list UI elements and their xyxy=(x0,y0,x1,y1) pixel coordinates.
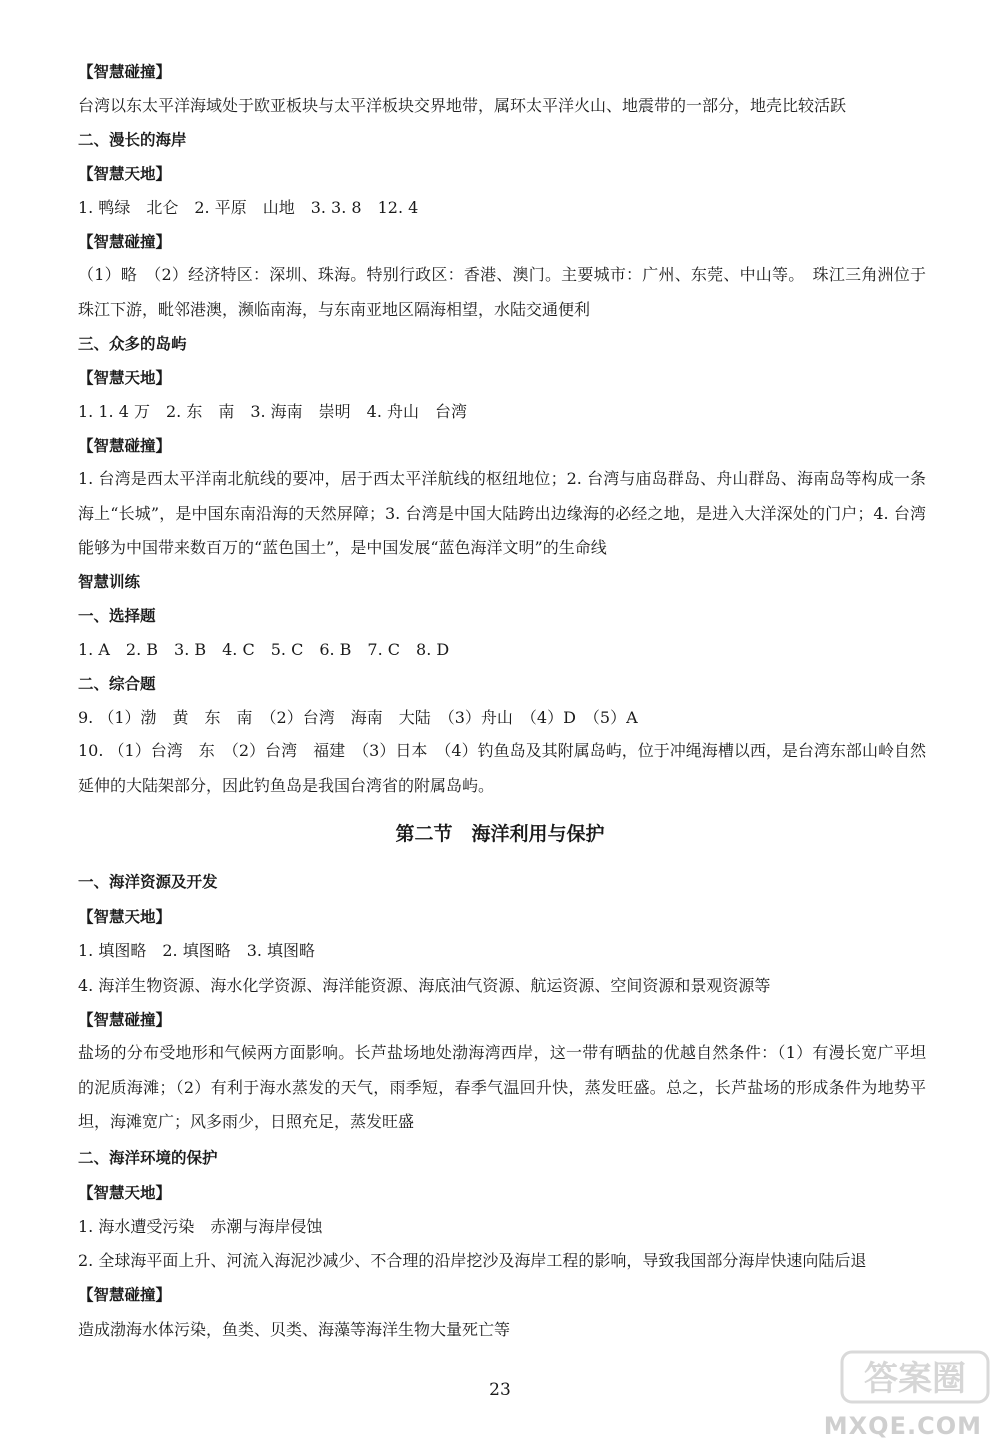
watermark-logo-icon xyxy=(840,1348,990,1406)
answer-line: 台湾以东太平洋海域处于欧亚板块与太平洋板块交界地带，属环太平洋火山、地震带的一部分，地壳比较活跃 xyxy=(78,96,847,115)
section-heading: 二、综合题 xyxy=(78,675,156,693)
heading-zhihui-pengzhuang: 【智慧碰撞】 xyxy=(78,63,172,81)
heading-zhihui-tiandi: 【智慧天地】 xyxy=(78,908,172,926)
heading-zhihui-pengzhuang: 【智慧碰撞】 xyxy=(78,437,172,455)
answer-line: 造成渤海水体污染，鱼类、贝类、海藻等海洋生物大量死亡等 xyxy=(78,1320,511,1339)
section-heading: 二、海洋环境的保护 xyxy=(78,1149,218,1167)
answer-line: 2. 全球海平面上升、河流入海泥沙减少、不合理的沿岸挖沙及海岸工程的影响，导致我国部分海岸快速向陆后退 xyxy=(78,1251,867,1270)
answer-paragraph: 10. （1）台湾 东 （2）台湾 福建 （3）日本 （4）钓鱼岛及其附属岛屿，位于冲绳海槽以西，是台湾东部山岭自然延伸的大陆架部分，因此钓鱼岛是我国台湾省的附属岛屿。 xyxy=(78,741,926,795)
watermark-logo-text: 答案圈 xyxy=(864,1359,966,1399)
answer-paragraph: 1. 台湾是西太平洋南北航线的要冲，居于西太平洋航线的枢纽地位；2. 台湾与庙岛群岛、舟山群岛、海南岛等构成一条海上“长城”，是中国东南沿海的天然屏障；3. 台湾是中国大陆跨出边缘海的必经之地，是进入大洋深处的门户；4. 台湾能够为中国带来数百万的“蓝色国土”，是中国发展“蓝色海洋文明”的生命线 xyxy=(78,469,926,557)
heading-zhihui-tiandi: 【智慧天地】 xyxy=(78,1184,172,1202)
answer-line: 4. 海洋生物资源、海水化学资源、海洋能资源、海底油气资源、航运资源、空间资源和景观资源等 xyxy=(78,976,771,995)
heading-zhihui-pengzhuang: 【智慧碰撞】 xyxy=(78,1286,172,1304)
answer-line: 1. A 2. B 3. B 4. C 5. C 6. B 7. C 8. D xyxy=(78,640,450,659)
answer-line: 1. 填图略 2. 填图略 3. 填图略 xyxy=(78,941,316,960)
answer-line: 1. 1. 4 万 2. 东 南 3. 海南 崇明 4. 舟山 台湾 xyxy=(78,402,468,421)
chapter-section-title: 第二节 海洋利用与保护 xyxy=(395,823,605,845)
section-heading: 一、海洋资源及开发 xyxy=(78,873,218,891)
section-heading: 智慧训练 xyxy=(78,573,141,591)
answer-line: 1. 鸭绿 北仑 2. 平原 山地 3. 3. 8 12. 4 xyxy=(78,198,419,217)
answer-paragraph: 盐场的分布受地形和气候两方面影响。长芦盐场地处渤海湾西岸，这一带有晒盐的优越自然条件：（1）有漫长宽广平坦的泥质海滩；（2）有利于海水蒸发的天气，雨季短，春季气温回升快，蒸发旺盛。总之，长芦盐场的形成条件为地势平坦，海滩宽广；风多雨少，日照充足，蒸发旺盛 xyxy=(78,1043,926,1131)
heading-zhihui-pengzhuang: 【智慧碰撞】 xyxy=(78,233,172,251)
page-number: 23 xyxy=(489,1380,511,1400)
heading-zhihui-pengzhuang: 【智慧碰撞】 xyxy=(78,1011,172,1029)
watermark xyxy=(823,1348,990,1440)
heading-zhihui-tiandi: 【智慧天地】 xyxy=(78,165,172,183)
section-heading: 三、众多的岛屿 xyxy=(78,335,187,353)
answer-line: 9. （1）渤 黄 东 南 （2）台湾 海南 大陆 （3）舟山 （4）D （5）A xyxy=(78,708,638,727)
section-heading: 二、漫长的海岸 xyxy=(78,131,187,149)
heading-zhihui-tiandi: 【智慧天地】 xyxy=(78,369,172,387)
answer-line: 1. 海水遭受污染 赤潮与海岸侵蚀 xyxy=(78,1217,323,1236)
section-heading: 一、选择题 xyxy=(78,607,156,625)
watermark-url: MXQE.COM xyxy=(823,1412,982,1440)
answer-paragraph: （1）略 （2）经济特区：深圳、珠海。特别行政区：香港、澳门。主要城市：广州、东莞、中山等。 珠江三角洲位于珠江下游，毗邻港澳，濒临南海，与东南亚地区隔海相望，水陆交通便利 xyxy=(78,265,926,319)
